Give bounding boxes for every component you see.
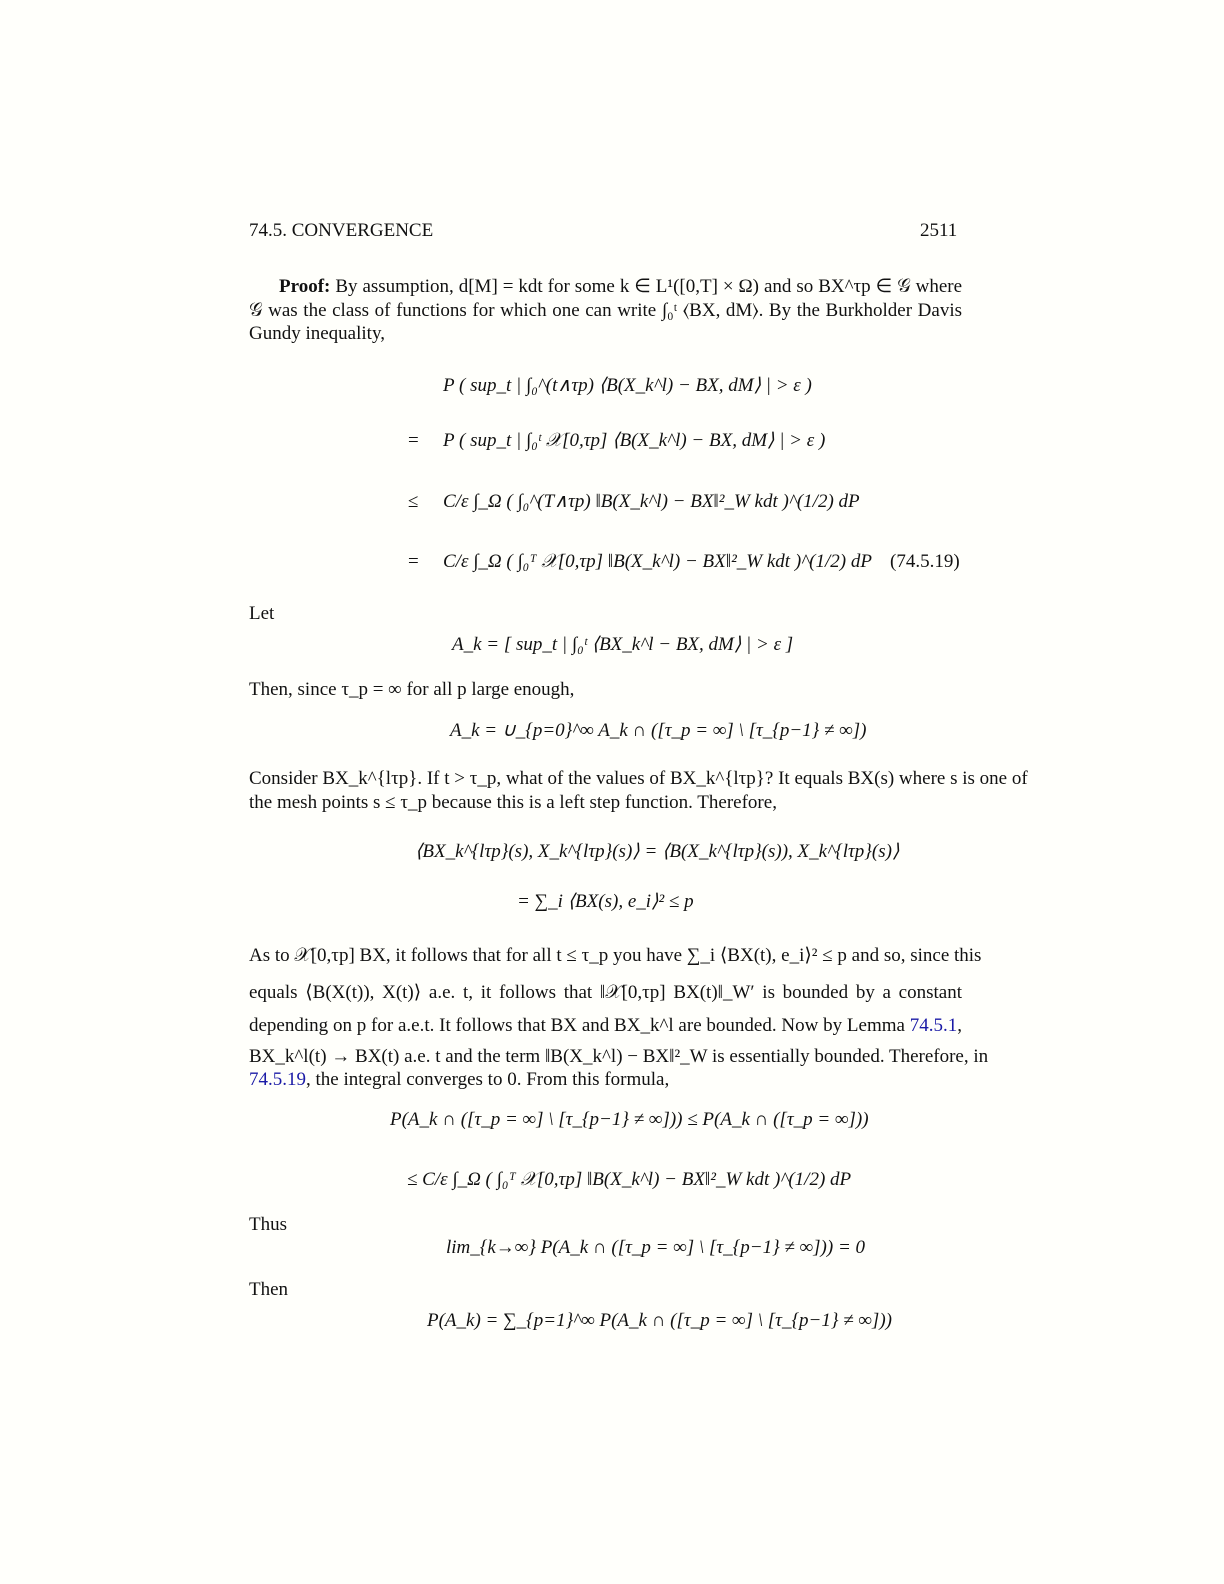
relation-eq-2: = <box>408 551 419 572</box>
equation-inner-1: ⟨BX_k^{lτp}(s), X_k^{lτp}(s)⟩ = ⟨B(X_k^{lτp}(s)), X_k^{lτp}(s)⟩ <box>415 841 900 862</box>
as-to-line-5 <box>249 1068 669 1092</box>
proof-label: Proof: <box>279 276 331 297</box>
equation-prob-2: ≤ C/ε ∫_Ω ( ∫₀ᵀ 𝒳[0,τp] ‖B(X_k^l) − BX‖²_W kdt )^(1/2) dP <box>407 1169 852 1190</box>
thus-text: Thus <box>249 1214 287 1235</box>
proof-line-2: 𝒢 was the class of functions for which one can write ∫₀ᵗ ⟨BX, dM⟩. By the Burkholder Davis <box>249 300 962 321</box>
as-to-text-end: , the integral converges to 0. From this formula, <box>306 1069 670 1090</box>
equation-ak-union: A_k = ∪_{p=0}^∞ A_k ∩ ([τ_p = ∞] \ [τ_{p−1} ≠ ∞]) <box>450 720 867 741</box>
equation-sum: P(A_k) = ∑_{p=1}^∞ P(A_k ∩ ([τ_p = ∞] \ [τ_{p−1} ≠ ∞])) <box>427 1310 892 1331</box>
as-to-line-1: As to 𝒳[0,τp] BX, it follows that for all t ≤ τ_p you have ∑_i ⟨BX(t), e_i⟩² ≤ p and so, since this <box>249 945 982 966</box>
then-since-text: Then, since τ_p = ∞ for all p large enough, <box>249 679 575 700</box>
let-text: Let <box>249 603 275 624</box>
equation-prob-1: P(A_k ∩ ([τ_p = ∞] \ [τ_{p−1} ≠ ∞])) ≤ P(A_k ∩ ([τ_p = ∞])) <box>390 1109 869 1130</box>
consider-line-1: Consider BX_k^{lτp}. If t > τ_p, what of the values of BX_k^{lτp}? It equals BX(s) where s is one of <box>249 768 1028 789</box>
consider-line-2: the mesh points s ≤ τ_p because this is a left step function. Therefore, <box>249 792 777 813</box>
equation-number: (74.5.19) <box>890 551 960 572</box>
then-text: Then <box>249 1279 289 1300</box>
equation-link[interactable]: 74.5.19 <box>249 1069 306 1090</box>
page-number: 2511 <box>920 220 958 241</box>
equation-ak-def: A_k = [ sup_t | ∫₀ᵗ ⟨BX_k^l − BX, dM⟩ | > ε ] <box>452 634 794 655</box>
equation-bdg-4: C/ε ∫_Ω ( ∫₀ᵀ 𝒳[0,τp] ‖B(X_k^l) − BX‖²_W kdt )^(1/2) dP <box>443 551 872 572</box>
proof-line-1 <box>249 275 962 299</box>
as-to-line-2: equals ⟨B(X(t)), X(t)⟩ a.e. t, it follows that ‖𝒳[0,τp] BX(t)‖_W′ is bounded by a constant <box>249 982 962 1003</box>
running-header-section: 74.5. CONVERGENCE <box>249 220 434 241</box>
equation-limit: lim_{k→∞} P(A_k ∩ ([τ_p = ∞] \ [τ_{p−1} ≠ ∞])) = 0 <box>446 1237 866 1258</box>
relation-eq: = <box>408 430 419 451</box>
relation-leq: ≤ <box>408 491 419 512</box>
equation-bdg-2: P ( sup_t | ∫₀ᵗ 𝒳[0,τp] ⟨B(X_k^l) − BX, dM⟩ | > ε ) <box>443 430 826 451</box>
proof-line-3: Gundy inequality, <box>249 323 385 344</box>
lemma-link[interactable]: 74.5.1 <box>909 1015 958 1036</box>
as-to-text: depending on p for a.e.t. It follows that BX and BX_k^l are bounded. Now by Lemma <box>249 1015 905 1036</box>
equation-bdg-1: P ( sup_t | ∫₀^(t∧τp) ⟨B(X_k^l) − BX, dM⟩ | > ε ) <box>443 375 812 396</box>
as-to-line-4: BX_k^l(t) → BX(t) a.e. t and the term ‖B(X_k^l) − BX‖²_W is essentially bounded. Therefore, in <box>249 1046 989 1067</box>
proof-text: By assumption, d[M] = kdt for some k ∈ L¹([0,T] × Ω) and so BX^τp ∈ 𝒢 where <box>335 276 963 297</box>
equation-inner-2: = ∑_i ⟨BX(s), e_i⟩² ≤ p <box>517 891 694 912</box>
equation-bdg-3: C/ε ∫_Ω ( ∫₀^(T∧τp) ‖B(X_k^l) − BX‖²_W kdt )^(1/2) dP <box>443 491 860 512</box>
as-to-line-3: depending on p for a.e.t. It follows that BX and BX_k^l are bounded. Now by Lemma 74.5.1, <box>249 1015 962 1036</box>
